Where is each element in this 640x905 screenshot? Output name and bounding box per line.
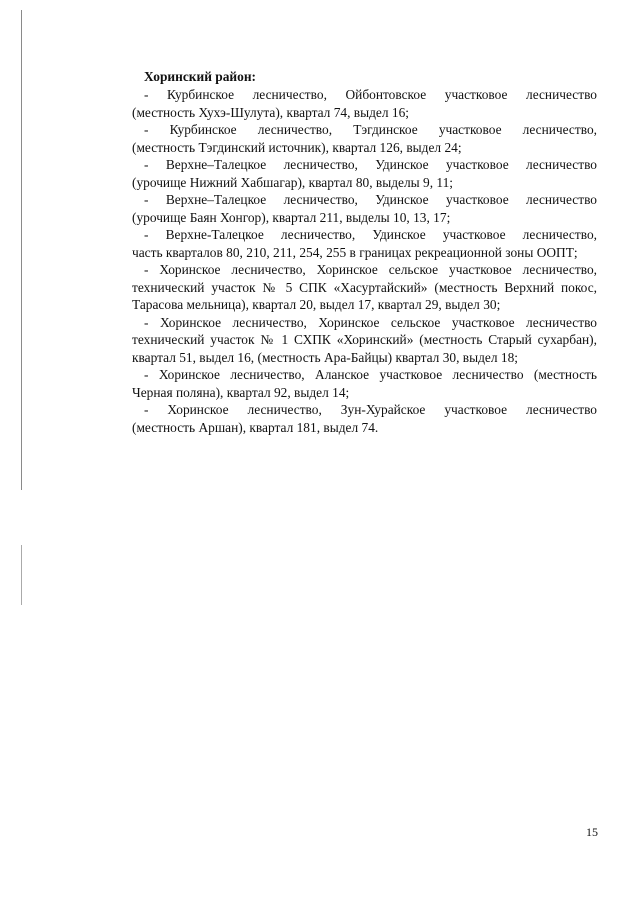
list-item-first-line: - Хоринское лесничество, Аланское участковое лесничество (местность	[144, 367, 597, 382]
list-item-first-line: - Верхне–Талецкое лесничество, Удинское участковое лесничество	[144, 157, 597, 172]
list-item-rest: (урочище Баян Хонгор), квартал 211, выделы 10, 13, 17;	[132, 209, 451, 225]
list-item	[132, 261, 597, 314]
list-item-first-line: - Хоринское лесничество, Хоринское сельское участковое лесничество,	[144, 262, 597, 277]
list-item-first-line: - Хоринское лесничество, Зун-Хурайское участковое лесничество	[144, 402, 597, 417]
list-item	[132, 314, 597, 367]
list-item-first-line: - Хоринское лесничество, Хоринское сельское участковое лесничество	[144, 314, 597, 330]
list-item-first-line: - Верхне-Талецкое лесничество, Удинское участковое лесничество,	[144, 227, 597, 242]
list-item-rest: часть кварталов 80, 210, 211, 254, 255 в границах рекреационной зоны ООПТ;	[132, 244, 578, 260]
list-item	[132, 121, 597, 156]
list-item-rest: (местность Аршан), квартал 181, выдел 74.	[132, 419, 379, 435]
list-item-rest: технический участок № 5 СПК «Хасуртайский» (местность Верхний покос, Тарасова мельница), квартал 20, выдел 17, квартал 29, выдел 30;	[132, 279, 597, 312]
list-item-rest: технический участок № 1 СХПК «Хоринский» (местность Старый сухарбан), квартал 51, выдел 16, (местность Ара-Байцы) квартал 30, выдел 18;	[132, 332, 597, 365]
list-item-first-line: - Верхне–Талецкое лесничество, Удинское участковое лесничество	[144, 192, 597, 207]
list-item	[132, 86, 597, 121]
list-item	[132, 156, 597, 191]
scan-margin-line	[21, 10, 22, 490]
list-item	[132, 366, 597, 401]
list-item-rest: (местность Хухэ-Шулута), квартал 74, выдел 16;	[132, 104, 409, 120]
page-number: 15	[586, 825, 598, 839]
document-body	[132, 68, 597, 436]
scan-margin-line	[21, 545, 22, 605]
list-item-first-line: - Курбинское лесничество, Ойбонтовское участковое лесничество	[144, 87, 597, 102]
list-item-first-line: - Курбинское лесничество, Тэгдинское участковое лесничество,	[144, 122, 597, 137]
list-item-rest: (урочище Нижний Хабшагар), квартал 80, выделы 9, 11;	[132, 174, 454, 190]
list-item	[132, 226, 597, 261]
list-item	[132, 401, 597, 436]
list-item-rest: (местность Тэгдинский источник), квартал 126, выдел 24;	[132, 139, 462, 155]
list-item-rest: Черная поляна), квартал 92, выдел 14;	[132, 384, 350, 400]
section-heading: Хоринский район:	[144, 69, 256, 84]
list-item	[132, 191, 597, 226]
